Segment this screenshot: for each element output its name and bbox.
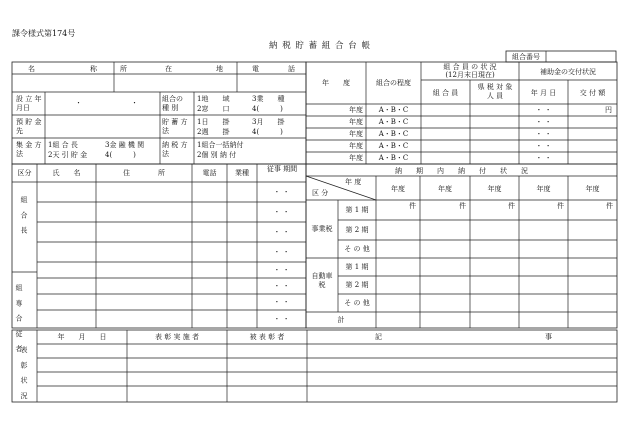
grade-row-5: A・B・C (378, 154, 409, 162)
header-phone-2: 話 (288, 65, 295, 73)
subsidy-header: 補助金の交付状況 (540, 68, 596, 76)
period-dot-1: ・ ・ (273, 188, 290, 196)
subsidy-date-col: 年 月 日 (530, 89, 557, 97)
staff-label: 組 専 合 従 者 (15, 284, 23, 355)
business-tax-label: 事業税 (311, 225, 333, 233)
awards-remarks-left: 記 (375, 333, 382, 341)
auto-term-2: 第 2 期 (345, 281, 369, 289)
awards-person-header: 被 表 彰 者 (249, 333, 285, 341)
year-header: 年 度 (322, 79, 350, 87)
payment-title: 納 期 内 納 付 状 況 (395, 167, 528, 175)
kind-option-1: 1地 域 (197, 95, 230, 103)
awards-date-header: 年 月 日 (57, 333, 107, 341)
collect-option-4: 4( ) (105, 151, 136, 159)
year-row-4: 年度 (349, 142, 363, 150)
payment-count-1: 件 (409, 202, 416, 210)
union-number-label: 組合番号 (512, 53, 540, 61)
degree-header: 組合の程度 (376, 79, 411, 87)
period-dot-8: ・ ・ (273, 315, 290, 323)
date-row-2: ・ ・ (535, 118, 552, 126)
date-row-5: ・ ・ (535, 154, 552, 162)
founded-dots: ・ ・ (75, 99, 138, 107)
diag-bottom-label: 区 分 (312, 189, 329, 197)
deposit-label: 預 貯 金 先 (16, 118, 42, 135)
period-dot-3: ・ ・ (273, 228, 290, 236)
member-col-industry: 業種 (235, 169, 249, 177)
savings-option-2: 2週 掛 (197, 128, 230, 136)
grade-row-4: A・B・C (378, 142, 409, 150)
union-name-field[interactable] (13, 75, 113, 91)
payment-year-2: 年度 (438, 185, 452, 193)
union-phone-field[interactable] (238, 75, 305, 91)
pay-label: 納 税 方 法 (162, 141, 188, 158)
savings-option-1: 1日 掛 (197, 118, 230, 126)
header-phone-1: 電 (252, 65, 259, 73)
period-dot-5: ・ ・ (273, 266, 290, 274)
payment-year-4: 年度 (536, 185, 551, 193)
awards-remarks-right: 事 (545, 333, 552, 341)
awards-label: 表 彰 状 況 (20, 346, 28, 402)
payment-count-5: 件 (606, 202, 613, 210)
grade-row-3: A・B・C (378, 130, 409, 138)
savings-option-3: 3月 掛 (252, 118, 285, 126)
payment-count-3: 件 (508, 202, 515, 210)
payment-year-1: 年度 (391, 185, 405, 193)
header-address-2: 在 (165, 65, 172, 73)
kind-label: 組合の 種 別 (162, 95, 183, 112)
collect-label: 集 金 方 法 (16, 141, 42, 158)
savings-option-4: 4( ) (252, 128, 283, 136)
union-number-field[interactable] (548, 52, 614, 61)
payment-year-5: 年度 (585, 185, 600, 193)
page-title: 納 税 貯 蓄 組 合 台 帳 (269, 41, 371, 51)
leader-label: 組 合 長 (20, 196, 28, 237)
kind-option-2: 2窓 口 (197, 105, 230, 113)
collect-option-1: 1組 合 長 (48, 141, 78, 149)
deposit-field[interactable] (46, 116, 159, 137)
header-name-2: 称 (90, 65, 97, 73)
members-header: 組 合 員 の 状 況 (443, 63, 497, 71)
year-row-5: 年度 (349, 154, 363, 162)
taxable-col: 県 税 対 象 人 員 (477, 83, 513, 100)
pay-option-2: 2個 別 納 付 (197, 151, 237, 159)
date-row-3: ・ ・ (535, 130, 552, 138)
header-name-1: 名 (28, 65, 35, 73)
business-term-other: そ の 他 (344, 245, 370, 253)
period-dot-7: ・ ・ (273, 298, 290, 306)
period-dot-2: ・ ・ (273, 208, 290, 216)
auto-tax-label: 自動車 税 (311, 272, 333, 289)
date-row-1: ・ ・ (535, 106, 552, 114)
period-dot-4: ・ ・ (273, 248, 290, 256)
members-sub: (12月末日現在) (445, 71, 495, 79)
pay-option-1: 1組合一括納付 (197, 141, 244, 149)
business-term-2: 第 2 期 (345, 226, 369, 234)
member-col-category: 区分 (17, 169, 32, 177)
kind-option-3: 3業 種 (252, 95, 285, 103)
member-col-period: 従事 期間 (266, 165, 298, 173)
year-row-1: 年度 (349, 106, 363, 114)
member-col-phone: 電話 (202, 169, 217, 177)
date-row-4: ・ ・ (535, 142, 552, 150)
members-col: 組 合 員 (432, 89, 459, 97)
year-row-3: 年度 (349, 130, 363, 138)
payment-count-4: 件 (557, 202, 564, 210)
member-col-address: 住 所 (123, 169, 165, 177)
payment-year-3: 年度 (487, 185, 502, 193)
union-address-field[interactable] (115, 75, 236, 91)
collect-option-3: 3金 融 機 関 (105, 141, 145, 149)
grade-row-2: A・B・C (378, 118, 409, 126)
auto-term-1: 第 1 期 (345, 263, 369, 271)
year-row-2: 年度 (349, 118, 363, 126)
header-address-1: 所 (120, 65, 127, 73)
form-number: 課令様式第174号 (12, 29, 76, 38)
grade-row-1: A・B・C (378, 106, 409, 114)
collect-option-2: 2天 引 貯 金 (48, 151, 88, 159)
founded-label: 設 立 年月日 (16, 95, 42, 112)
yen-unit: 円 (605, 106, 612, 114)
savings-label: 貯 蓄 方 法 (162, 118, 188, 135)
kind-option-4: 4( ) (252, 105, 283, 113)
payment-total: 計 (337, 316, 345, 324)
awards-org-header: 表 彰 実 施 者 (155, 333, 199, 341)
subsidy-amount-col: 交 付 額 (579, 89, 606, 97)
header-address-3: 地 (216, 65, 223, 73)
auto-term-other: そ の 他 (344, 299, 370, 307)
period-dot-6: ・ ・ (273, 282, 290, 290)
payment-count-2: 件 (459, 202, 466, 210)
business-term-1: 第 1 期 (345, 206, 369, 214)
diag-top-label: 年 度 (345, 178, 362, 186)
member-col-name: 氏 名 (52, 169, 81, 177)
